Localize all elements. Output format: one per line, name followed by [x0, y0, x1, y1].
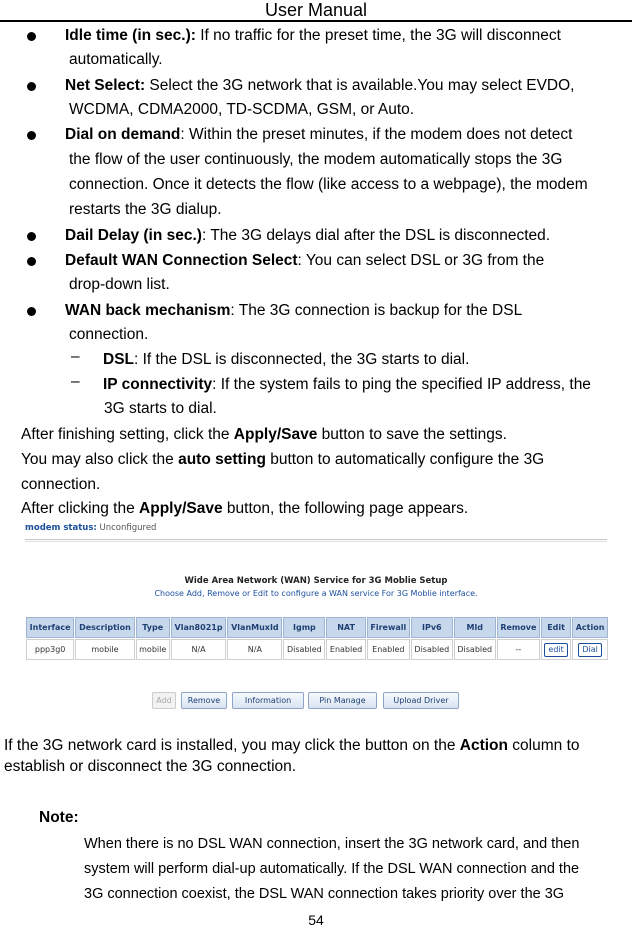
sub-list-item	[103, 348, 469, 373]
item-continuation: drop-down list.	[69, 276, 170, 293]
item-term: Default WAN Connection Select	[65, 252, 298, 269]
column-header: Remove	[497, 617, 540, 638]
column-header: Action	[572, 617, 608, 638]
item-text: Select the 3G network that is available.You may select EVDO,	[145, 77, 575, 94]
list-item	[65, 24, 561, 49]
note-line: system will perform dial-up automatically. If the DSL WAN connection and the	[84, 861, 580, 877]
table-cell: mobile	[75, 639, 134, 660]
wan-service-table	[25, 616, 609, 661]
item-continuation: 3G starts to dial.	[104, 400, 217, 417]
table-cell: N/A	[171, 639, 227, 660]
text: column to	[507, 737, 580, 754]
add-button[interactable]: Add	[152, 692, 176, 709]
column-header: Type	[136, 617, 170, 638]
item-continuation: connection.	[69, 326, 149, 343]
screenshot-title: Wide Area Network (WAN) Service for 3G Moblie Setup	[184, 576, 448, 586]
pin-manage-button[interactable]: Pin Manage	[308, 692, 377, 709]
item-term: Dail Delay (in sec.)	[65, 227, 202, 244]
item-text: : Within the preset minutes, if the modem does not detect	[180, 126, 573, 143]
item-continuation: automatically.	[69, 51, 163, 68]
paragraph	[21, 423, 507, 448]
bullet-dot	[27, 257, 36, 266]
column-header: Igmp	[283, 617, 325, 638]
item-continuation: the flow of the user continuously, the modem automatically stops the 3G	[69, 151, 563, 168]
text: button, the following page appears.	[222, 500, 469, 517]
dash-marker: –	[71, 348, 80, 365]
table-cell: Enabled	[367, 639, 410, 660]
column-header: Edit	[541, 617, 571, 638]
table-cell: Disabled	[411, 639, 453, 660]
paragraph	[4, 735, 580, 757]
upload-driver-button[interactable]: Upload Driver	[383, 692, 459, 709]
paragraph-continuation: establish or disconnect the 3G connection.	[4, 758, 297, 775]
bullet-dot	[27, 32, 36, 41]
item-continuation: connection. Once it detects the flow (like access to a webpage), the modem	[69, 176, 588, 193]
item-text: : You can select DSL or 3G from the	[297, 252, 545, 269]
text: If the 3G network card is installed, you may click the button on the	[4, 737, 460, 754]
column-header: Firewall	[367, 617, 410, 638]
table-cell: Disabled	[283, 639, 325, 660]
column-header: Mld	[454, 617, 496, 638]
bold-term: Action	[459, 737, 508, 754]
table-header-row	[26, 617, 608, 638]
dial-button[interactable]: Dial	[578, 643, 602, 657]
list-item	[65, 249, 544, 274]
table-cell	[572, 639, 608, 660]
bold-term: Apply/Save	[139, 500, 223, 517]
note-line: When there is no DSL WAN connection, insert the 3G network card, and then	[84, 836, 580, 852]
column-header: IPv6	[411, 617, 453, 638]
sub-list-item	[103, 373, 591, 398]
remove-button[interactable]: Remove	[181, 692, 227, 709]
screenshot-subtitle: Choose Add, Remove or Edit to configure a WAN service For 3G Moblie interface.	[154, 589, 478, 598]
table-row	[26, 639, 608, 660]
item-term: Idle time (in sec.):	[65, 27, 196, 44]
list-item	[65, 299, 522, 324]
list-item	[65, 123, 572, 148]
paragraph-continuation: connection.	[21, 476, 101, 493]
note-label: Note:	[39, 809, 79, 826]
item-continuation: WCDMA, CDMA2000, TD-SCDMA, GSM, or Auto.	[69, 101, 415, 118]
item-continuation: restarts the 3G dialup.	[69, 201, 222, 218]
note-line: 3G connection coexist, the DSL WAN connection takes priority over the 3G	[84, 886, 565, 902]
table-cell: --	[497, 639, 540, 660]
item-text: : If the system fails to ping the specified IP address, the	[212, 376, 591, 393]
table-cell: ppp3g0	[26, 639, 74, 660]
column-header: Description	[75, 617, 134, 638]
column-header: VlanMuxId	[227, 617, 282, 638]
bullet-dot	[27, 131, 36, 140]
list-item	[65, 224, 550, 249]
page-number: 54	[308, 912, 324, 928]
status-value: Unconfigured	[99, 523, 157, 533]
bullet-dot	[27, 82, 36, 91]
table-cell: mobile	[136, 639, 170, 660]
page-header-title: User Manual	[264, 0, 368, 20]
modem-status	[25, 523, 156, 533]
information-button[interactable]: Information	[232, 692, 304, 709]
paragraph	[21, 448, 544, 473]
table-cell	[541, 639, 571, 660]
paragraph	[21, 497, 468, 522]
item-term: Net Select:	[65, 77, 146, 94]
item-term: IP connectivity	[103, 376, 213, 393]
item-text: : The 3G delays dial after the DSL is disconnected.	[201, 227, 551, 244]
header-rule	[0, 20, 632, 22]
bold-term: auto setting	[178, 451, 266, 468]
text: After finishing setting, click the	[21, 426, 234, 443]
column-header: NAT	[326, 617, 365, 638]
bullet-dot	[27, 232, 36, 241]
item-term: Dial on demand	[65, 126, 181, 143]
item-term: WAN back mechanism	[65, 302, 231, 319]
text: After clicking the	[21, 500, 140, 517]
dash-marker: –	[71, 373, 80, 390]
text: button to automatically configure the 3G	[265, 451, 545, 468]
bold-term: Apply/Save	[233, 426, 318, 443]
divider	[25, 539, 607, 540]
table-cell: Disabled	[454, 639, 496, 660]
item-term: DSL	[103, 351, 134, 368]
list-item	[65, 74, 574, 99]
item-text: If no traffic for the preset time, the 3G will disconnect	[195, 27, 561, 44]
column-header: Interface	[26, 617, 74, 638]
table-cell: Enabled	[326, 639, 365, 660]
status-label: modem status:	[25, 523, 97, 533]
table-cell: N/A	[227, 639, 282, 660]
text: You may also click the	[21, 451, 179, 468]
wan-setup-screenshot	[22, 519, 610, 715]
item-text: : If the DSL is disconnected, the 3G starts to dial.	[134, 351, 470, 368]
bullet-dot	[27, 307, 36, 316]
item-text: : The 3G connection is backup for the DSL	[230, 302, 523, 319]
column-header: Vlan8021p	[171, 617, 227, 638]
text: button to save the settings.	[317, 426, 507, 443]
edit-button[interactable]: edit	[544, 643, 567, 657]
divider	[25, 541, 607, 542]
